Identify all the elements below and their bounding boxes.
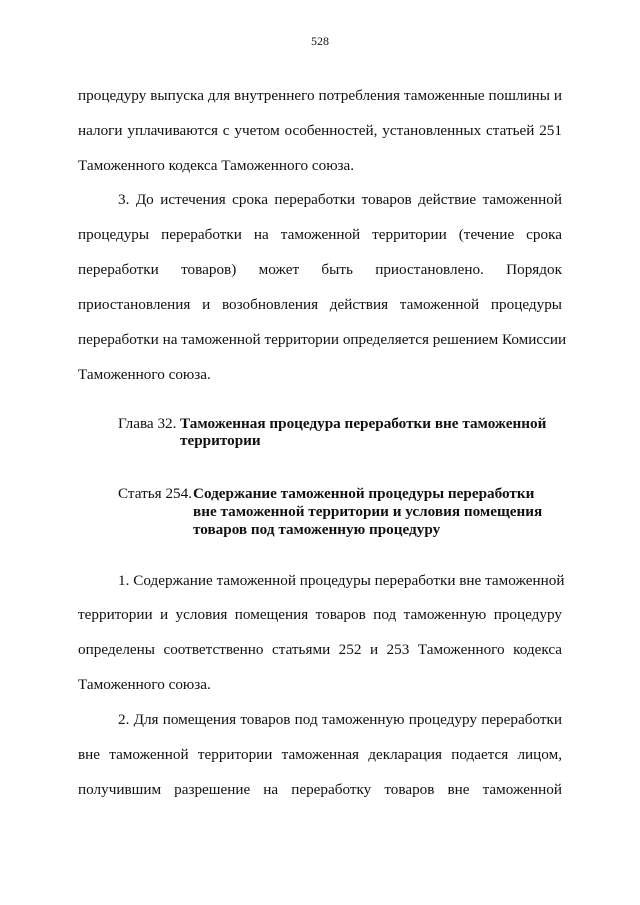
text-line: процедуру выпуска для внутреннего потребления таможенные пошлины и: [78, 87, 562, 104]
article-title-line3: товаров под таможенную процедуру: [193, 521, 441, 538]
text-line: переработки товаров) может быть приостановлено. Порядок: [78, 261, 562, 278]
chapter-label: Глава 32.: [118, 415, 177, 432]
article-title-line1: Содержание таможенной процедуры переработки: [193, 485, 535, 502]
article-title-line2: вне таможенной территории и условия помещения: [193, 503, 543, 520]
text-line: процедуры переработки на таможенной территории (течение срока: [78, 226, 562, 243]
text-line: Таможенного союза.: [78, 366, 211, 383]
page-number: 528: [311, 34, 329, 48]
text-line: вне таможенной территории таможенная декларация подается лицом,: [78, 746, 562, 763]
article-label: Статья 254.: [118, 485, 193, 502]
chapter-title-line1: Таможенная процедура переработки вне таможенной: [180, 415, 547, 432]
text-line: налоги уплачиваются с учетом особенностей, установленных статьей 251: [78, 122, 562, 139]
text-line: 3. До истечения срока переработки товаров действие таможенной: [118, 191, 562, 208]
text-line: получившим разрешение на переработку товаров вне таможенной: [78, 781, 562, 798]
chapter-title-line2: территории: [180, 432, 261, 449]
text-line: Таможенного кодекса Таможенного союза.: [78, 157, 355, 174]
text-line: приостановления и возобновления действия таможенной процедуры: [78, 296, 562, 313]
text-line: 1. Содержание таможенной процедуры переработки вне таможенной: [118, 572, 565, 589]
text-line: переработки на таможенной территории определяется решением Комиссии: [78, 331, 567, 348]
text-line: 2. Для помещения товаров под таможенную процедуру переработки: [118, 711, 562, 728]
text-line: территории и условия помещения товаров под таможенную процедуру: [78, 606, 562, 623]
text-line: Таможенного союза.: [78, 676, 211, 693]
text-line: определены соответственно статьями 252 и 253 Таможенного кодекса: [78, 641, 562, 658]
